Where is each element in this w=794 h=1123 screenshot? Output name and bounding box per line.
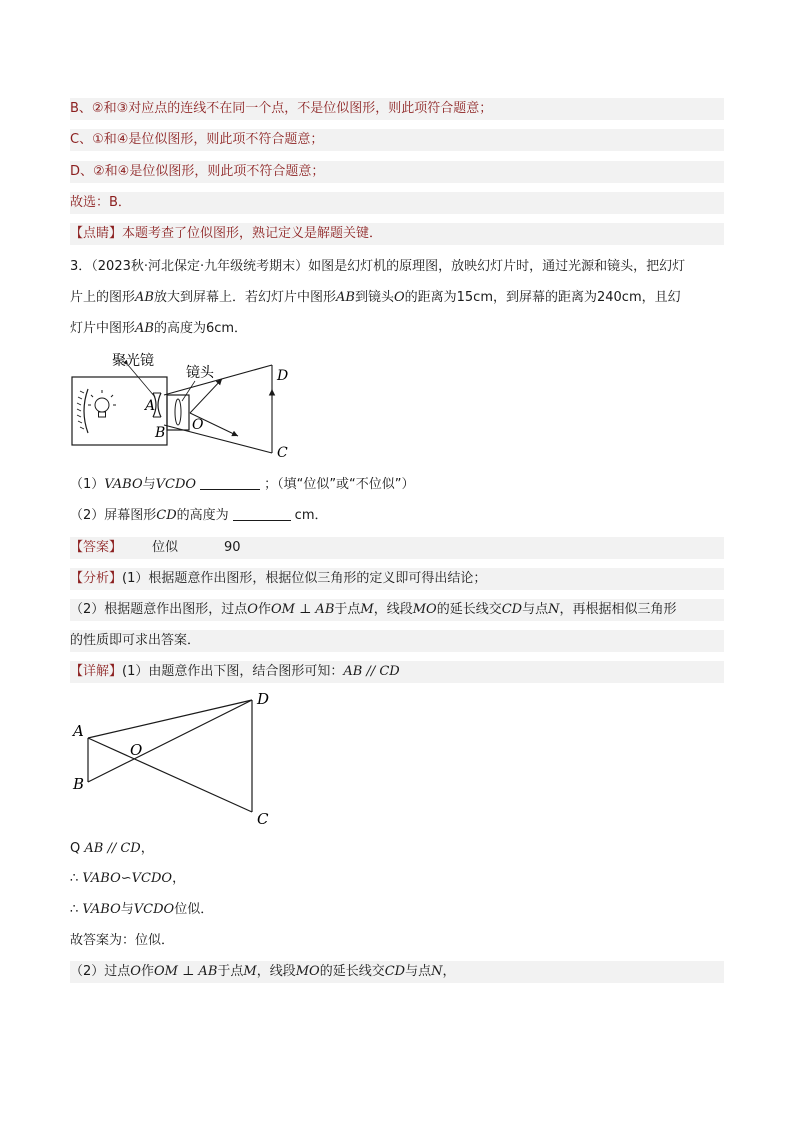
- detail-sym: N: [431, 964, 443, 979]
- sub1-num: （1）: [70, 477, 105, 492]
- lens-icon: [175, 399, 181, 425]
- similar-triangles-diagram: [68, 686, 288, 836]
- option-d-text: ②和④是位似图形，则此项不符合题意；: [93, 164, 325, 179]
- detail-step2: [70, 868, 724, 890]
- detail-text: ，: [172, 871, 186, 886]
- comment-text: 本题考查了位似图形，熟记定义是解题关键．: [122, 226, 383, 241]
- question3-line1: [70, 256, 724, 278]
- q3-text: 到镜头: [354, 290, 394, 305]
- sub1-tri-abo: VABO: [104, 477, 143, 492]
- option-b-label: B、: [70, 101, 92, 116]
- sub1-answer-blank[interactable]: [200, 475, 260, 490]
- analysis-line2: [70, 599, 724, 621]
- analysis-sym: CD: [501, 602, 523, 617]
- detail-sym: VABO: [82, 902, 121, 917]
- point-b: B: [155, 425, 166, 441]
- option-b-line: [70, 98, 724, 120]
- detail-line1: [70, 661, 724, 683]
- answer-tag: 【答案】: [70, 540, 123, 555]
- analysis-line3: [70, 630, 724, 652]
- detail-sym: CD: [384, 964, 406, 979]
- sub2-text: cm．: [294, 508, 328, 523]
- q3-text: 灯片中图形: [70, 321, 136, 336]
- q3-text: 放大到屏幕上．若幻灯片中图形: [153, 290, 336, 305]
- detail-sym: O: [130, 964, 141, 979]
- analysis-sym: N: [548, 602, 560, 617]
- reflector-curve: [84, 389, 88, 433]
- sub2-text: 的高度为: [176, 508, 229, 523]
- analysis-text: 的延长线交: [436, 602, 502, 617]
- question3-stem-1: 3．（2023秋·河北保定·九年级统考期末）如图是幻灯机的原理图，放映幻灯片时，通过光源和镜头，把幻灯: [70, 259, 686, 274]
- sub1-tri-cdo: VCDO: [155, 477, 197, 492]
- answer-value-2: 90: [224, 540, 241, 555]
- projector-diagram: [60, 345, 320, 465]
- reflector-hatch: [77, 391, 84, 429]
- label-lens: 镜头: [186, 365, 214, 381]
- detail-text: ，: [442, 964, 456, 979]
- point-o: O: [192, 417, 204, 433]
- ray-bottom: [164, 425, 272, 453]
- analysis-sym: O: [247, 602, 258, 617]
- point-b: B: [73, 775, 85, 793]
- detail-sym: AB // CD: [84, 841, 141, 856]
- q3-text: 的距离为15cm，到屏幕的距离为240cm，且幻: [404, 290, 681, 305]
- answer-line: [70, 537, 724, 559]
- line-a-c: [88, 738, 252, 812]
- analysis-text: 作: [257, 602, 271, 617]
- point-a: A: [145, 398, 156, 414]
- detail-text: 与点: [405, 964, 432, 979]
- detail-step1: [70, 838, 724, 860]
- point-c: C: [257, 810, 269, 828]
- detail-sym: OM ⊥ AB: [153, 964, 218, 979]
- ray-arrow-up: [190, 379, 222, 413]
- choice-line: [70, 192, 724, 214]
- subquestion-2: [70, 505, 724, 527]
- detail-text: 的延长线交: [319, 964, 385, 979]
- condenser-pointer: [128, 365, 155, 397]
- detail-sym: VABO∽VCDO: [82, 871, 173, 886]
- detail-text: （2）过点: [70, 964, 131, 979]
- option-d-line: [70, 161, 724, 183]
- analysis-sym: MO: [412, 602, 437, 617]
- comment-tag: 【点睛】: [70, 226, 123, 241]
- label-condenser: 聚光镜: [112, 353, 154, 369]
- analysis-text: （2）根据题意作出图形，过点: [70, 602, 248, 617]
- detail-sym: M: [243, 964, 257, 979]
- point-o: O: [130, 741, 143, 759]
- detail-therefore: ∴: [70, 902, 83, 917]
- detail-step5: [70, 961, 724, 983]
- point-d: D: [277, 368, 289, 384]
- detail-because: Q: [70, 841, 85, 856]
- line-a-d-top: [88, 700, 252, 738]
- detail-text: ，: [140, 841, 154, 856]
- detail-t1: (1）由题意作出下图，结合图形可知：: [122, 664, 344, 679]
- option-c-label: C、: [70, 132, 93, 147]
- detail-answer-text: 故答案为：位似．: [70, 933, 175, 948]
- option-c-text: ①和④是位似图形，则此项不符合题意；: [92, 132, 324, 147]
- analysis-text: ，再根据相似三角形: [559, 602, 677, 617]
- line-b-d: [88, 700, 252, 782]
- analysis-text: ，线段: [373, 602, 413, 617]
- detail-sym: VCDO: [133, 902, 175, 917]
- choice-text: 故选：B．: [70, 195, 131, 210]
- detail-step4: [70, 930, 724, 952]
- analysis-line1: [70, 568, 724, 590]
- answer-value-1: 位似: [152, 540, 179, 555]
- detail-text: 与: [120, 902, 134, 917]
- q3-sym-ab: AB: [135, 290, 154, 305]
- detail-sym: MO: [295, 964, 320, 979]
- sub2-text: （2）屏幕图形: [70, 508, 157, 523]
- analysis-sym: M: [360, 602, 374, 617]
- analysis-sym: OM ⊥ AB: [270, 602, 335, 617]
- detail-t1-sym: AB // CD: [343, 664, 400, 679]
- comment-line: [70, 223, 724, 245]
- subquestion-1: [70, 474, 724, 496]
- detail-text: 作: [140, 964, 154, 979]
- detail-step3: [70, 899, 724, 921]
- option-c-line: [70, 129, 724, 151]
- point-a: A: [73, 722, 84, 740]
- analysis-tag: 【分析】: [70, 571, 123, 586]
- q3-sym-o: O: [393, 290, 405, 305]
- point-c: C: [277, 445, 288, 461]
- question3-line2: [70, 287, 724, 309]
- detail-therefore: ∴: [70, 871, 83, 886]
- ray-top: [164, 365, 272, 395]
- q3-sym-ab: AB: [335, 290, 355, 305]
- sub2-answer-blank[interactable]: [233, 506, 291, 521]
- q3-text: 的高度为6cm．: [153, 321, 248, 336]
- sub1-text: ；（填“位似”或“不位似”）: [264, 477, 415, 492]
- analysis-text: 于点: [334, 602, 361, 617]
- sub2-sym-cd: CD: [156, 508, 177, 523]
- q3-sym-ab: AB: [135, 321, 154, 336]
- analysis-text: 与点: [522, 602, 549, 617]
- detail-text: ，线段: [256, 964, 296, 979]
- q3-text: 片上的图形: [70, 290, 136, 305]
- detail-text: 位似．: [174, 902, 214, 917]
- sub1-text: 与: [142, 477, 156, 492]
- light-bulb-icon: [88, 390, 116, 417]
- question3-line3: [70, 318, 724, 340]
- detail-text: 于点: [217, 964, 244, 979]
- option-b-text: ②和③对应点的连线不在同一个点，不是位似图形，则此项符合题意；: [91, 101, 493, 116]
- option-d-label: D、: [70, 164, 94, 179]
- point-d: D: [257, 690, 270, 708]
- analysis-p1: (1）根据题意作出图形，根据位似三角形的定义即可得出结论；: [122, 571, 487, 586]
- detail-tag: 【详解】: [70, 664, 123, 679]
- analysis-p3: 的性质即可求出答案．: [70, 633, 201, 648]
